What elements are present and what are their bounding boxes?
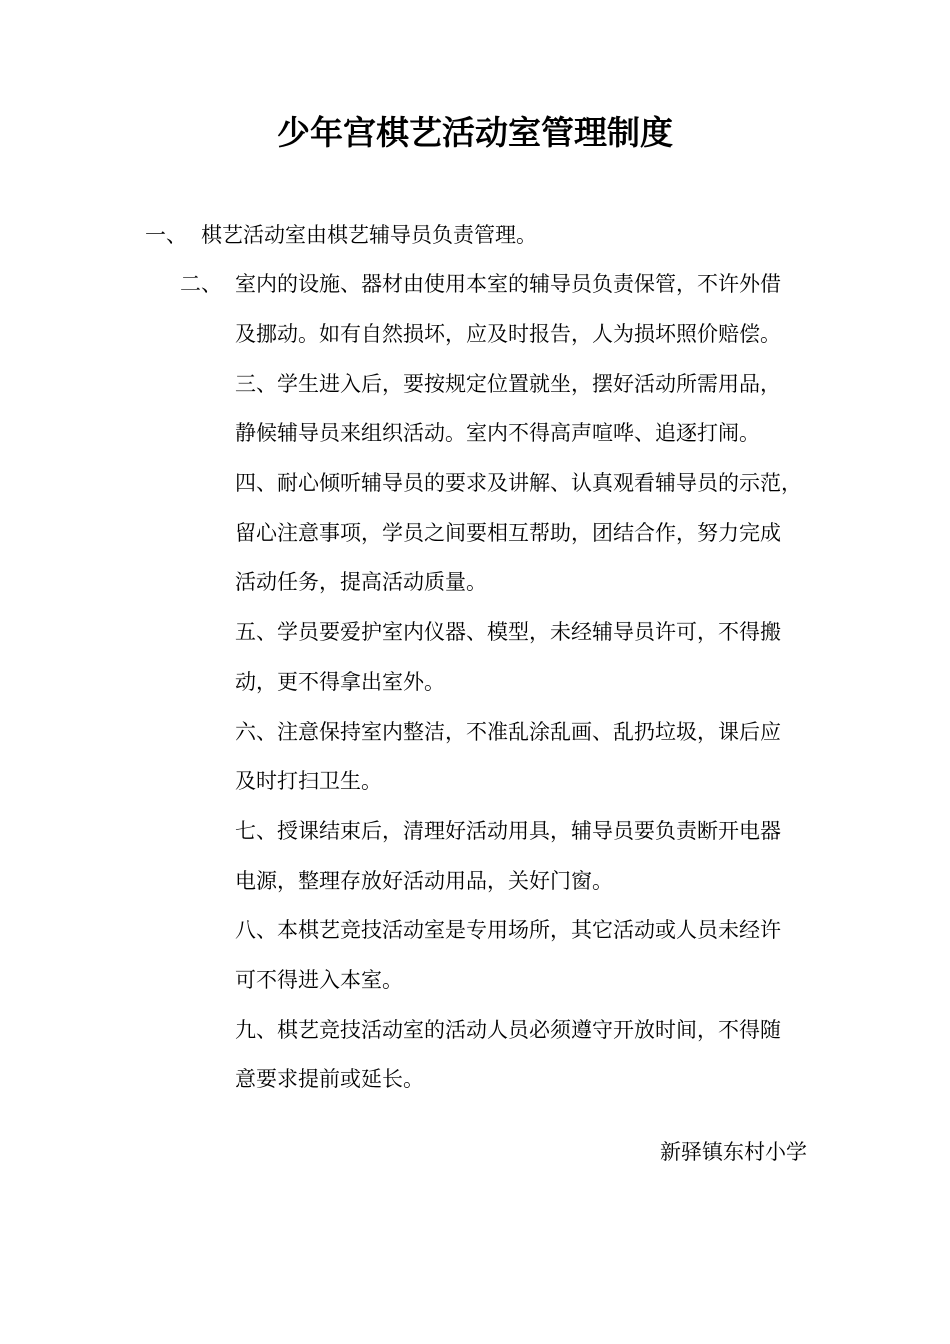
item-2-marker: 二、 bbox=[180, 272, 222, 296]
item-7-line-2: 电源，整理存放好活动用品，关好门窗。 bbox=[235, 869, 613, 893]
item-2-line-1: 室内的设施、器材由使用本室的辅导员负责保管，不许外借 bbox=[235, 272, 781, 296]
item-3-line-1: 三、学生进入后，要按规定位置就坐，摆好活动所需用品， bbox=[235, 372, 781, 396]
item-4-line-1: 四、耐心倾听辅导员的要求及讲解、认真观看辅导员的示范， bbox=[235, 471, 802, 495]
item-3-line-2: 静候辅导员来组织活动。室内不得高声喧哗、追逐打闹。 bbox=[235, 421, 760, 445]
item-8-line-2: 可不得进入本室。 bbox=[235, 968, 403, 992]
item-9-line-1: 九、棋艺竞技活动室的活动人员必须遵守开放时间，不得随 bbox=[235, 1018, 781, 1042]
item-8-line-1: 八、本棋艺竞技活动室是专用场所，其它活动或人员未经许 bbox=[235, 918, 781, 942]
item-4-line-2: 留心注意事项，学员之间要相互帮助，团结合作，努力完成 bbox=[235, 521, 781, 545]
item-6-line-2: 及时打扫卫生。 bbox=[235, 769, 382, 793]
item-4-line-3: 活动任务，提高活动质量。 bbox=[235, 570, 487, 594]
item-5-line-1: 五、学员要爱护室内仪器、模型，未经辅导员许可，不得搬 bbox=[235, 620, 781, 644]
item-9-line-2: 意要求提前或延长。 bbox=[235, 1067, 424, 1091]
item-1-text: 棋艺活动室由棋艺辅导员负责管理。 bbox=[201, 223, 537, 247]
item-6-line-1: 六、注意保持室内整洁，不准乱涂乱画、乱扔垃圾，课后应 bbox=[235, 720, 781, 744]
signature: 新驿镇东村小学 bbox=[660, 1140, 807, 1164]
item-2-line-2: 及挪动。如有自然损坏，应及时报告，人为损坏照价赔偿。 bbox=[235, 322, 781, 346]
item-5-line-2: 动，更不得拿出室外。 bbox=[235, 670, 445, 694]
item-7-line-1: 七、授课结束后，清理好活动用具，辅导员要负责断开电器 bbox=[235, 819, 781, 843]
item-1-marker: 一、 bbox=[145, 223, 187, 247]
page-title: 少年宫棋艺活动室管理制度 bbox=[277, 113, 673, 152]
